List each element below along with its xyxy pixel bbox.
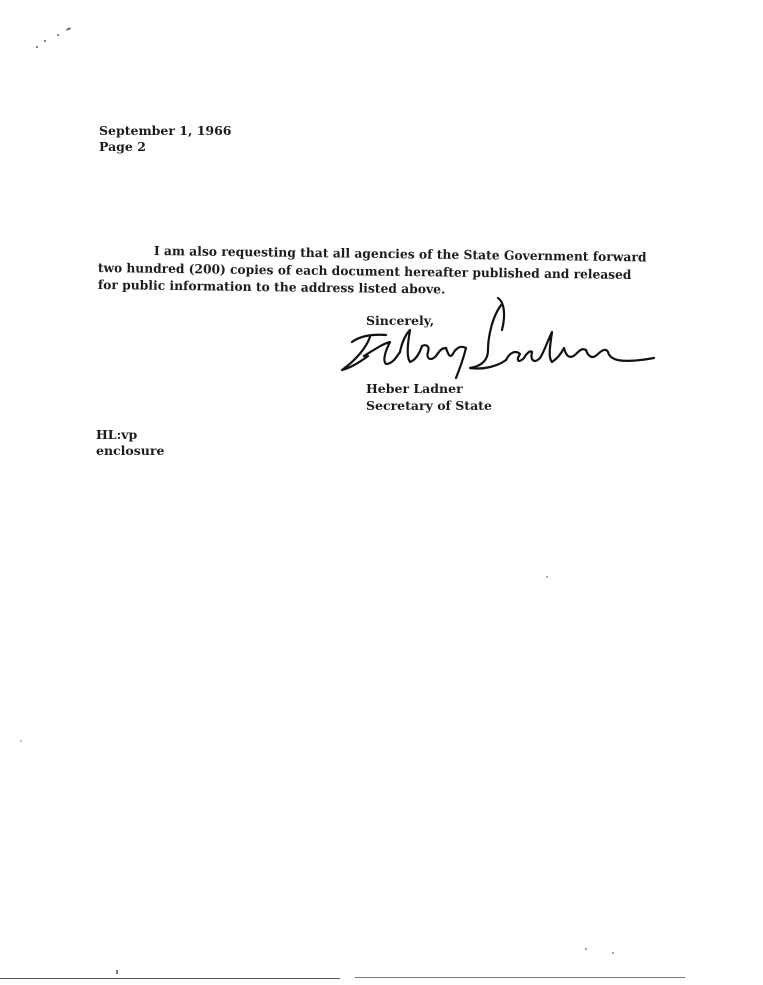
page-bottom-edge [0,978,340,979]
scan-speck [612,952,614,954]
reference-initials: HL:vp [96,427,138,442]
enclosure-note: enclosure [96,443,165,458]
page-bottom-edge [355,977,685,978]
letter-date: September 1, 1966 [99,123,232,138]
scan-speck [546,576,548,578]
scan-speck [66,27,71,31]
scan-speck [36,46,38,48]
body-line-2: two hundred (200) copies of each document hereafter published and released [97,260,632,282]
body-line-1: I am also requesting that all agencies of the State Government forward [153,243,647,265]
scan-speck [57,34,59,36]
signer-title: Secretary of State [366,398,492,413]
scan-speck [20,740,22,742]
scan-speck [585,948,587,950]
page-label: Page 2 [99,139,146,154]
scan-speck [116,970,118,974]
signer-name: Heber Ladner [366,381,463,396]
handwritten-signature [330,290,670,390]
scan-speck [44,40,46,42]
body-line-3: for public information to the address listed above. [97,277,446,297]
closing: Sincerely, [366,313,435,328]
